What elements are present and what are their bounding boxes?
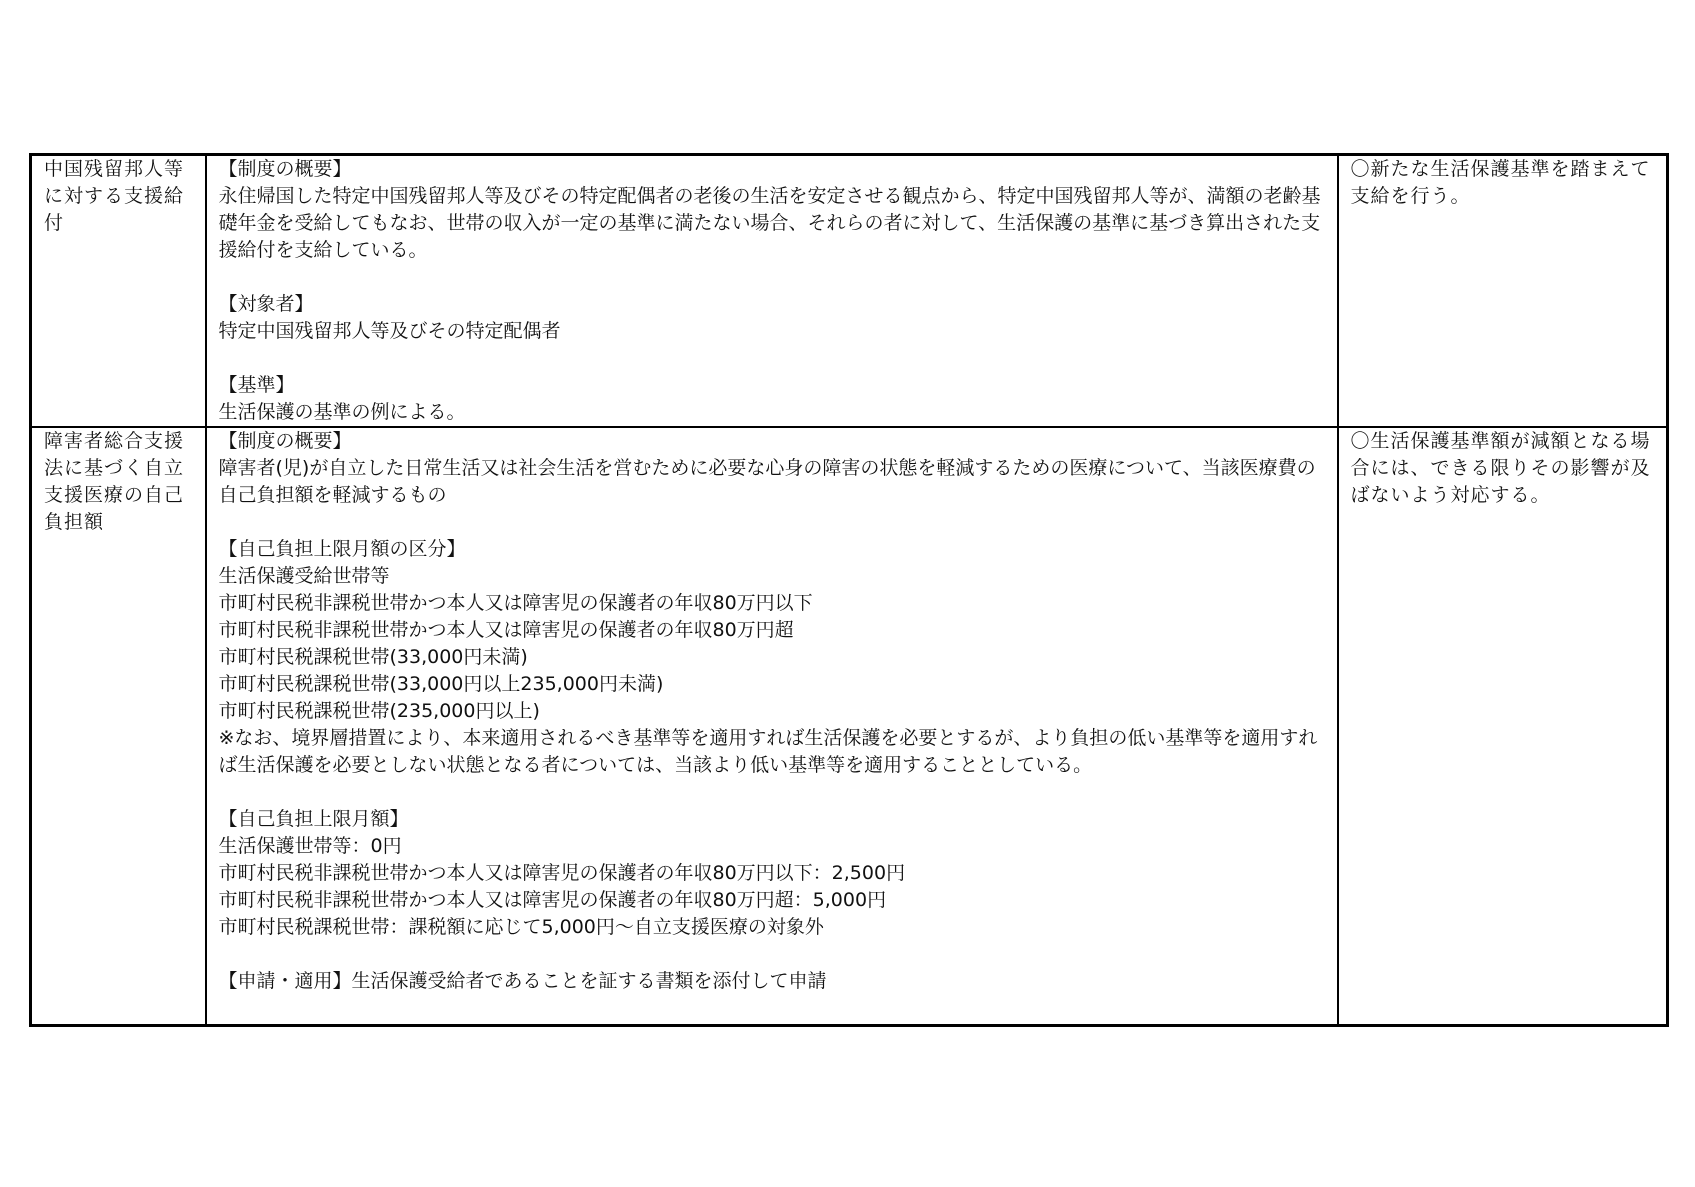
section-text: 市町村民税課税世帯(33,000円未満): [218, 646, 528, 668]
section-text: 市町村民税非課税世帯かつ本人又は障害児の保護者の年収80万円超: [218, 619, 794, 641]
section-heading: 【制度の概要】: [218, 158, 352, 180]
policy-table: [29, 153, 1669, 1027]
section-text: 生活保護世帯等：0円: [218, 835, 402, 857]
policy-response: 〇生活保護基準額が減額となる場合には、できる限りその影響が及ばないよう対応する。: [1350, 430, 1651, 506]
policy-response-cell: [1338, 427, 1668, 1025]
section-text: 市町村民税非課税世帯かつ本人又は障害児の保護者の年収80万円超：5,000円: [218, 889, 887, 911]
table-row: [31, 155, 1668, 428]
section-text: 生活保護の基準の例による。: [218, 401, 466, 423]
policy-name: 障害者総合支援法に基づく自立支援医療の自己負担額: [44, 430, 185, 533]
table-row: [31, 427, 1668, 1025]
policy-detail-cell: [206, 155, 1338, 428]
section-heading: 【制度の概要】: [218, 430, 352, 452]
section-text: 特定中国残留邦人等及びその特定配偶者: [218, 320, 561, 342]
section-text: 市町村民税課税世帯(235,000円以上): [218, 700, 540, 722]
policy-detail: [207, 156, 1337, 426]
section-heading: 【申請・適用】生活保護受給者であることを証する書類を添付して申請: [218, 970, 827, 992]
section-heading: 【自己負担上限月額の区分】: [218, 538, 466, 560]
section-text: 障害者(児)が自立した日常生活又は社会生活を営むために必要な心身の障害の状態を軽減するための医療について、当該医療費の自己負担額を軽減するもの: [218, 457, 1316, 506]
section-heading: 【対象者】: [218, 293, 314, 315]
section-heading: 【基準】: [218, 374, 295, 396]
policy-name-cell: [31, 427, 206, 1025]
section-text: 市町村民税非課税世帯かつ本人又は障害児の保護者の年収80万円以下：2,500円: [218, 862, 906, 884]
section-heading: 【自己負担上限月額】: [218, 808, 409, 830]
policy-response-cell: [1338, 155, 1668, 428]
policy-detail: [207, 428, 1337, 995]
section-text: 市町村民税課税世帯(33,000円以上235,000円未満): [218, 673, 664, 695]
policy-name: 中国残留邦人等に対する支援給付: [44, 158, 185, 234]
section-text: 永住帰国した特定中国残留邦人等及びその特定配偶者の老後の生活を安定させる観点から、特定中国残留邦人等が、満額の老齢基礎年金を受給してもなお、世帯の収入が一定の基準に満たない場合、それらの者に対して、生活保護の基準に基づき算出された支援給付を支給している。: [218, 185, 1321, 261]
section-text: 市町村民税課税世帯：課税額に応じて5,000円～自立支援医療の対象外: [218, 916, 824, 938]
policy-response: 〇新たな生活保護基準を踏まえて支給を行う。: [1350, 158, 1651, 207]
section-text: 市町村民税非課税世帯かつ本人又は障害児の保護者の年収80万円以下: [218, 592, 813, 614]
policy-name-cell: [31, 155, 206, 428]
policy-detail-cell: [206, 427, 1338, 1025]
section-text: 生活保護受給世帯等: [218, 565, 390, 587]
section-text: ※なお、境界層措置により、本来適用されるべき基準等を適用すれば生活保護を必要とするが、より負担の低い基準等を適用すれば生活保護を必要としない状態となる者については、当該より低い基準等を適用することとしている。: [218, 727, 1318, 776]
